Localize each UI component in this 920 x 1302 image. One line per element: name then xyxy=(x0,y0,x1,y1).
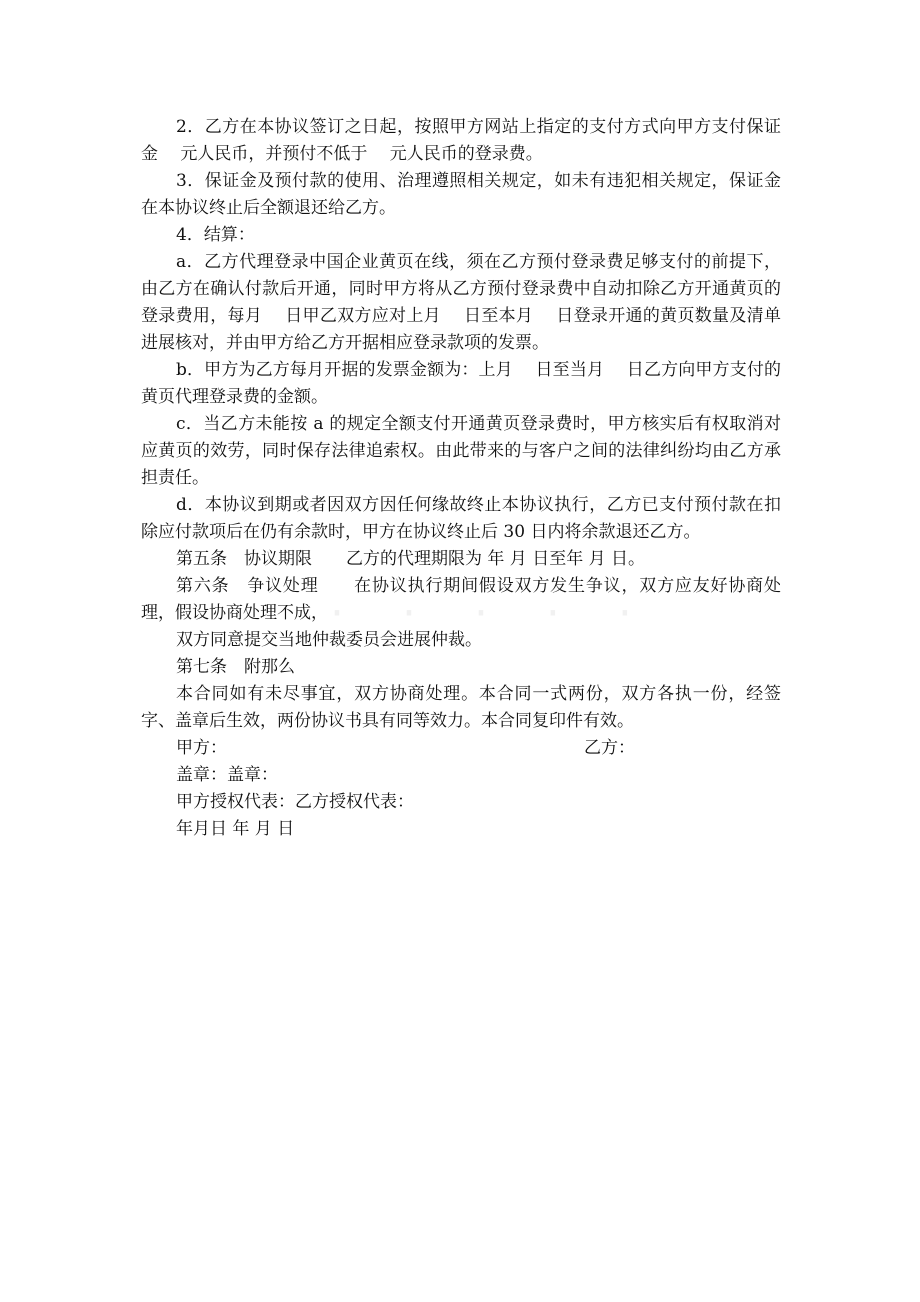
clause-4b-paragraph: b．甲方为乙方每月开据的发票金额为：上月 日至当月 日乙方向甲方支付的黄页代理登录费的金额。 xyxy=(141,360,781,407)
party-a-label: 甲方： xyxy=(176,738,227,758)
article-6-arbitration: 双方同意提交当地仲裁委员会进展仲裁。 xyxy=(176,630,482,650)
clause-4a-paragraph: a．乙方代理登录中国企业黄页在线，须在乙方预付登录费足够支付的前提下，由乙方在确认付款后开通，同时甲方将从乙方预付登录费中自动扣除乙方开通黄页的登录费用，每月 日甲乙双方应对上月 日至本月 日登录开通的黄页数量及清单进展核对，并由甲方给乙方开据相应登录款项的发票。 xyxy=(141,252,781,353)
article-6-dispute: 第六条 争议处理 在协议执行期间假设双方发生争议，双方应友好协商处理，假设协商处理不成， xyxy=(141,576,781,623)
article-7-paragraph: 本合同如有未尽事宜，双方协商处理。本合同一式两份，双方各执一份，经签字、盖章后生效，两份协议书具有同等效力。本合同复印件有效。 xyxy=(141,684,781,731)
seal-line: 盖章：盖章： xyxy=(176,765,278,785)
article-7-heading: 第七条 附那么 xyxy=(176,657,295,677)
article-5-term: 第五条 协议期限 乙方的代理期限为 年 月 日至年 月 日。 xyxy=(176,549,646,569)
clause-3-paragraph: 3．保证金及预付款的使用、治理遵照相关规定，如未有违犯相关规定，保证金在本协议终止后全额退还给乙方。 xyxy=(141,171,781,218)
clause-2-paragraph: 2．乙方在本协议签订之日起，按照甲方网站上指定的支付方式向甲方支付保证金 元人民币，并预付不低于 元人民币的登录费。 xyxy=(141,117,781,164)
clause-4-heading: 4．结算： xyxy=(176,225,255,245)
signature-parties-row xyxy=(141,735,781,762)
representatives-line: 甲方授权代表：乙方授权代表： xyxy=(176,792,414,812)
faint-watermark: · · · · · xyxy=(330,588,654,639)
date-line: 年月日 年 月 日 xyxy=(176,819,295,839)
party-b-label: 乙方： xyxy=(584,738,635,758)
document-body xyxy=(141,114,781,843)
clause-4d-paragraph: d．本协议到期或者因双方因任何缘故终止本协议执行，乙方已支付预付款在扣除应付款项后在仍有余款时，甲方在协议终止后 30 日内将余款退还乙方。 xyxy=(141,495,781,542)
clause-4c-paragraph: c．当乙方未能按 a 的规定全额支付开通黄页登录费时，甲方核实后有权取消对应黄页的效劳，同时保存法律追索权。由此带来的与客户之间的法律纠纷均由乙方承担责任。 xyxy=(141,414,781,488)
